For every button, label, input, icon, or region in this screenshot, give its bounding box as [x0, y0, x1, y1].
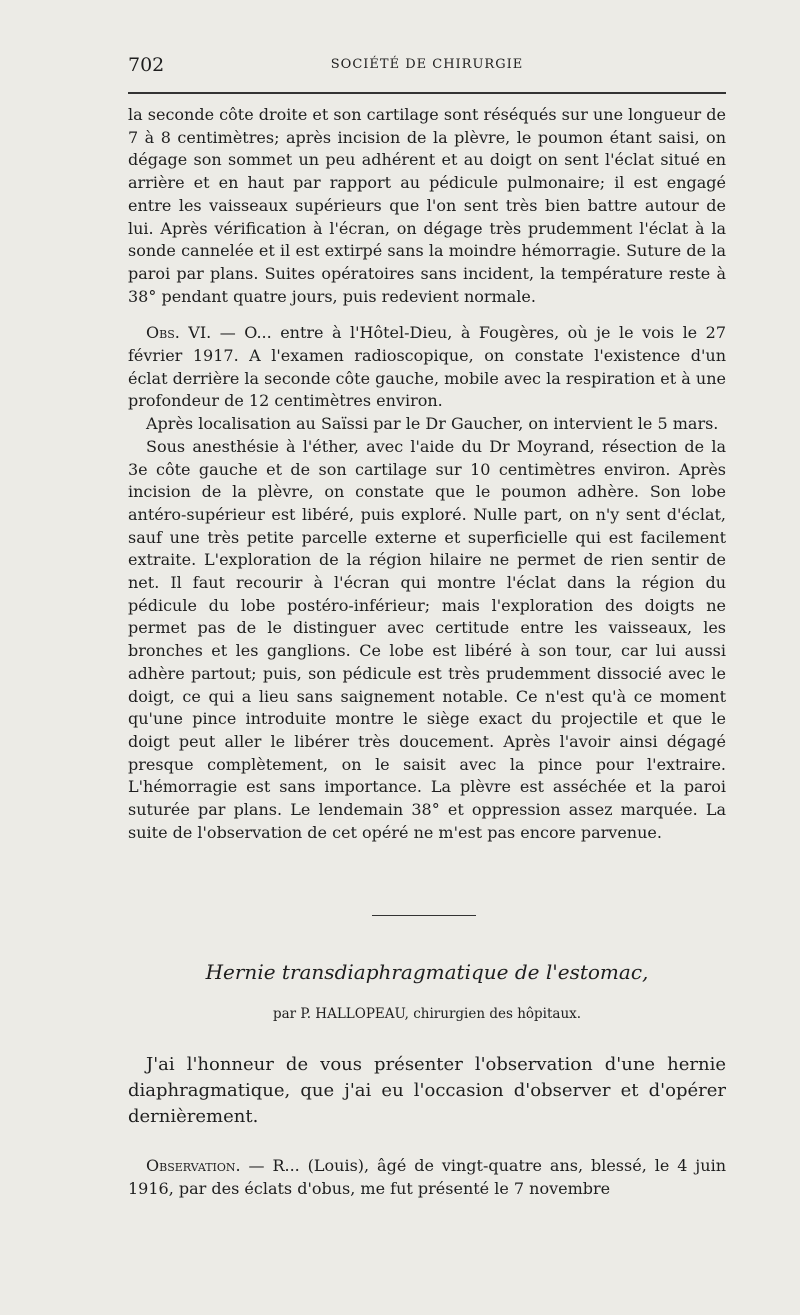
section-rule [372, 915, 476, 916]
article-title: Hernie transdiaphragmatique de l'estomac, [205, 960, 649, 984]
article-observation-label: Observation. [146, 1156, 241, 1175]
observation-vi-label: Obs. VI. [146, 323, 212, 343]
observation-vi-text: — O... entre à l'Hôtel-Dieu, à Fougères, où je le vois le 27 février 1917. A l'examen radioscopique, on constate l'existence d'un éclat derrière la seconde côte gauche, mobile avec la respiration et à une profondeur de 12 centimètres environ. [128, 323, 727, 411]
body-text [128, 104, 726, 845]
article-observation-text: — R... (Louis), âgé de vingt-quatre ans, blessé, le 4 juin 1916, par des éclats d'obus, me fut présenté le 7 novembre [128, 1156, 726, 1198]
observation-vi-operation: Sous anesthésie à l'éther, avec l'aide du Dr Moyrand, résection de la 3e côte gauche et de son cartilage sur 10 centimètres environ. Après incision de la plèvre, on constate que le poumon adhère. Son lobe antéro-supérieur est libéré, puis exploré. Nulle part, on n'y sent d'éclat, sauf une très petite parcelle externe et superficielle qui est facilement extraite. L'exploration de la région hilaire ne permet de rien sentir de net. Il faut recourir à l'écran qui montre l'éclat dans la région du pédicule du lobe postéro-inférieur; mais l'exploration des doigts ne permet pas de le distinguer avec certitude entre les vaisseaux, les bronches et les ganglions. Ce lobe est libéré à son tour, car lui aussi adhère partout; puis, son pédicule est très prudemment dissocié avec le doigt, ce qui a lieu sans saignement notable. Ce n'est qu'à ce moment qu'une pince introduite montre le siège exact du projectile et que le doigt peut aller le libérer très doucement. Après l'avoir ainsi dégagé presque complètement, on le saisit avec la pince pour l'extraire. L'hémorragie est sans importance. La plèvre est asséchée et la paroi suturée par plans. Le lendemain 38° et oppression assez marquée. La suite de l'observation de cet opéré ne m'est pas encore parvenue. [128, 436, 726, 842]
header-rule [128, 92, 726, 94]
article-observation [128, 1155, 726, 1200]
article-intro: J'ai l'honneur de vous présenter l'observation d'une hernie diaphragmatique, que j'ai eu l'occasion d'observer et d'opérer dernièrement. [128, 1054, 726, 1127]
paragraph-gap [128, 308, 726, 322]
observation-vi-localisation: Après localisation au Saïssi par le Dr Gaucher, on intervient le 5 mars. [146, 414, 719, 434]
article-byline: par P. HALLOPEAU, chirurgien des hôpitaux. [272, 1006, 582, 1022]
observation-vi-paragraph [128, 322, 726, 413]
continuation-paragraph: la seconde côte droite et son cartilage sont réséqués sur une longueur de 7 à 8 centimètres; après incision de la plèvre, le poumon étant saisi, on dégage son sommet un peu adhérent et au doigt on sent l'éclat situé en arrière et en haut par rapport au pédicule pulmonaire; il est engagé entre les vaisseaux supérieurs que l'on sent très bien battre autour de lui. Après vérification à l'écran, on dégage très prudemment l'éclat à la sonde cannelée et il est extirpé sans la moindre hémorragie. Suture de la paroi par plans. Suites opératoires sans incident, la température reste à 38° pendant quatre jours, puis redevient normale. [128, 105, 726, 306]
running-head: SOCIÉTÉ DE CHIRURGIE [330, 57, 524, 72]
page-header [128, 54, 726, 84]
page-number: 702 [128, 54, 165, 76]
